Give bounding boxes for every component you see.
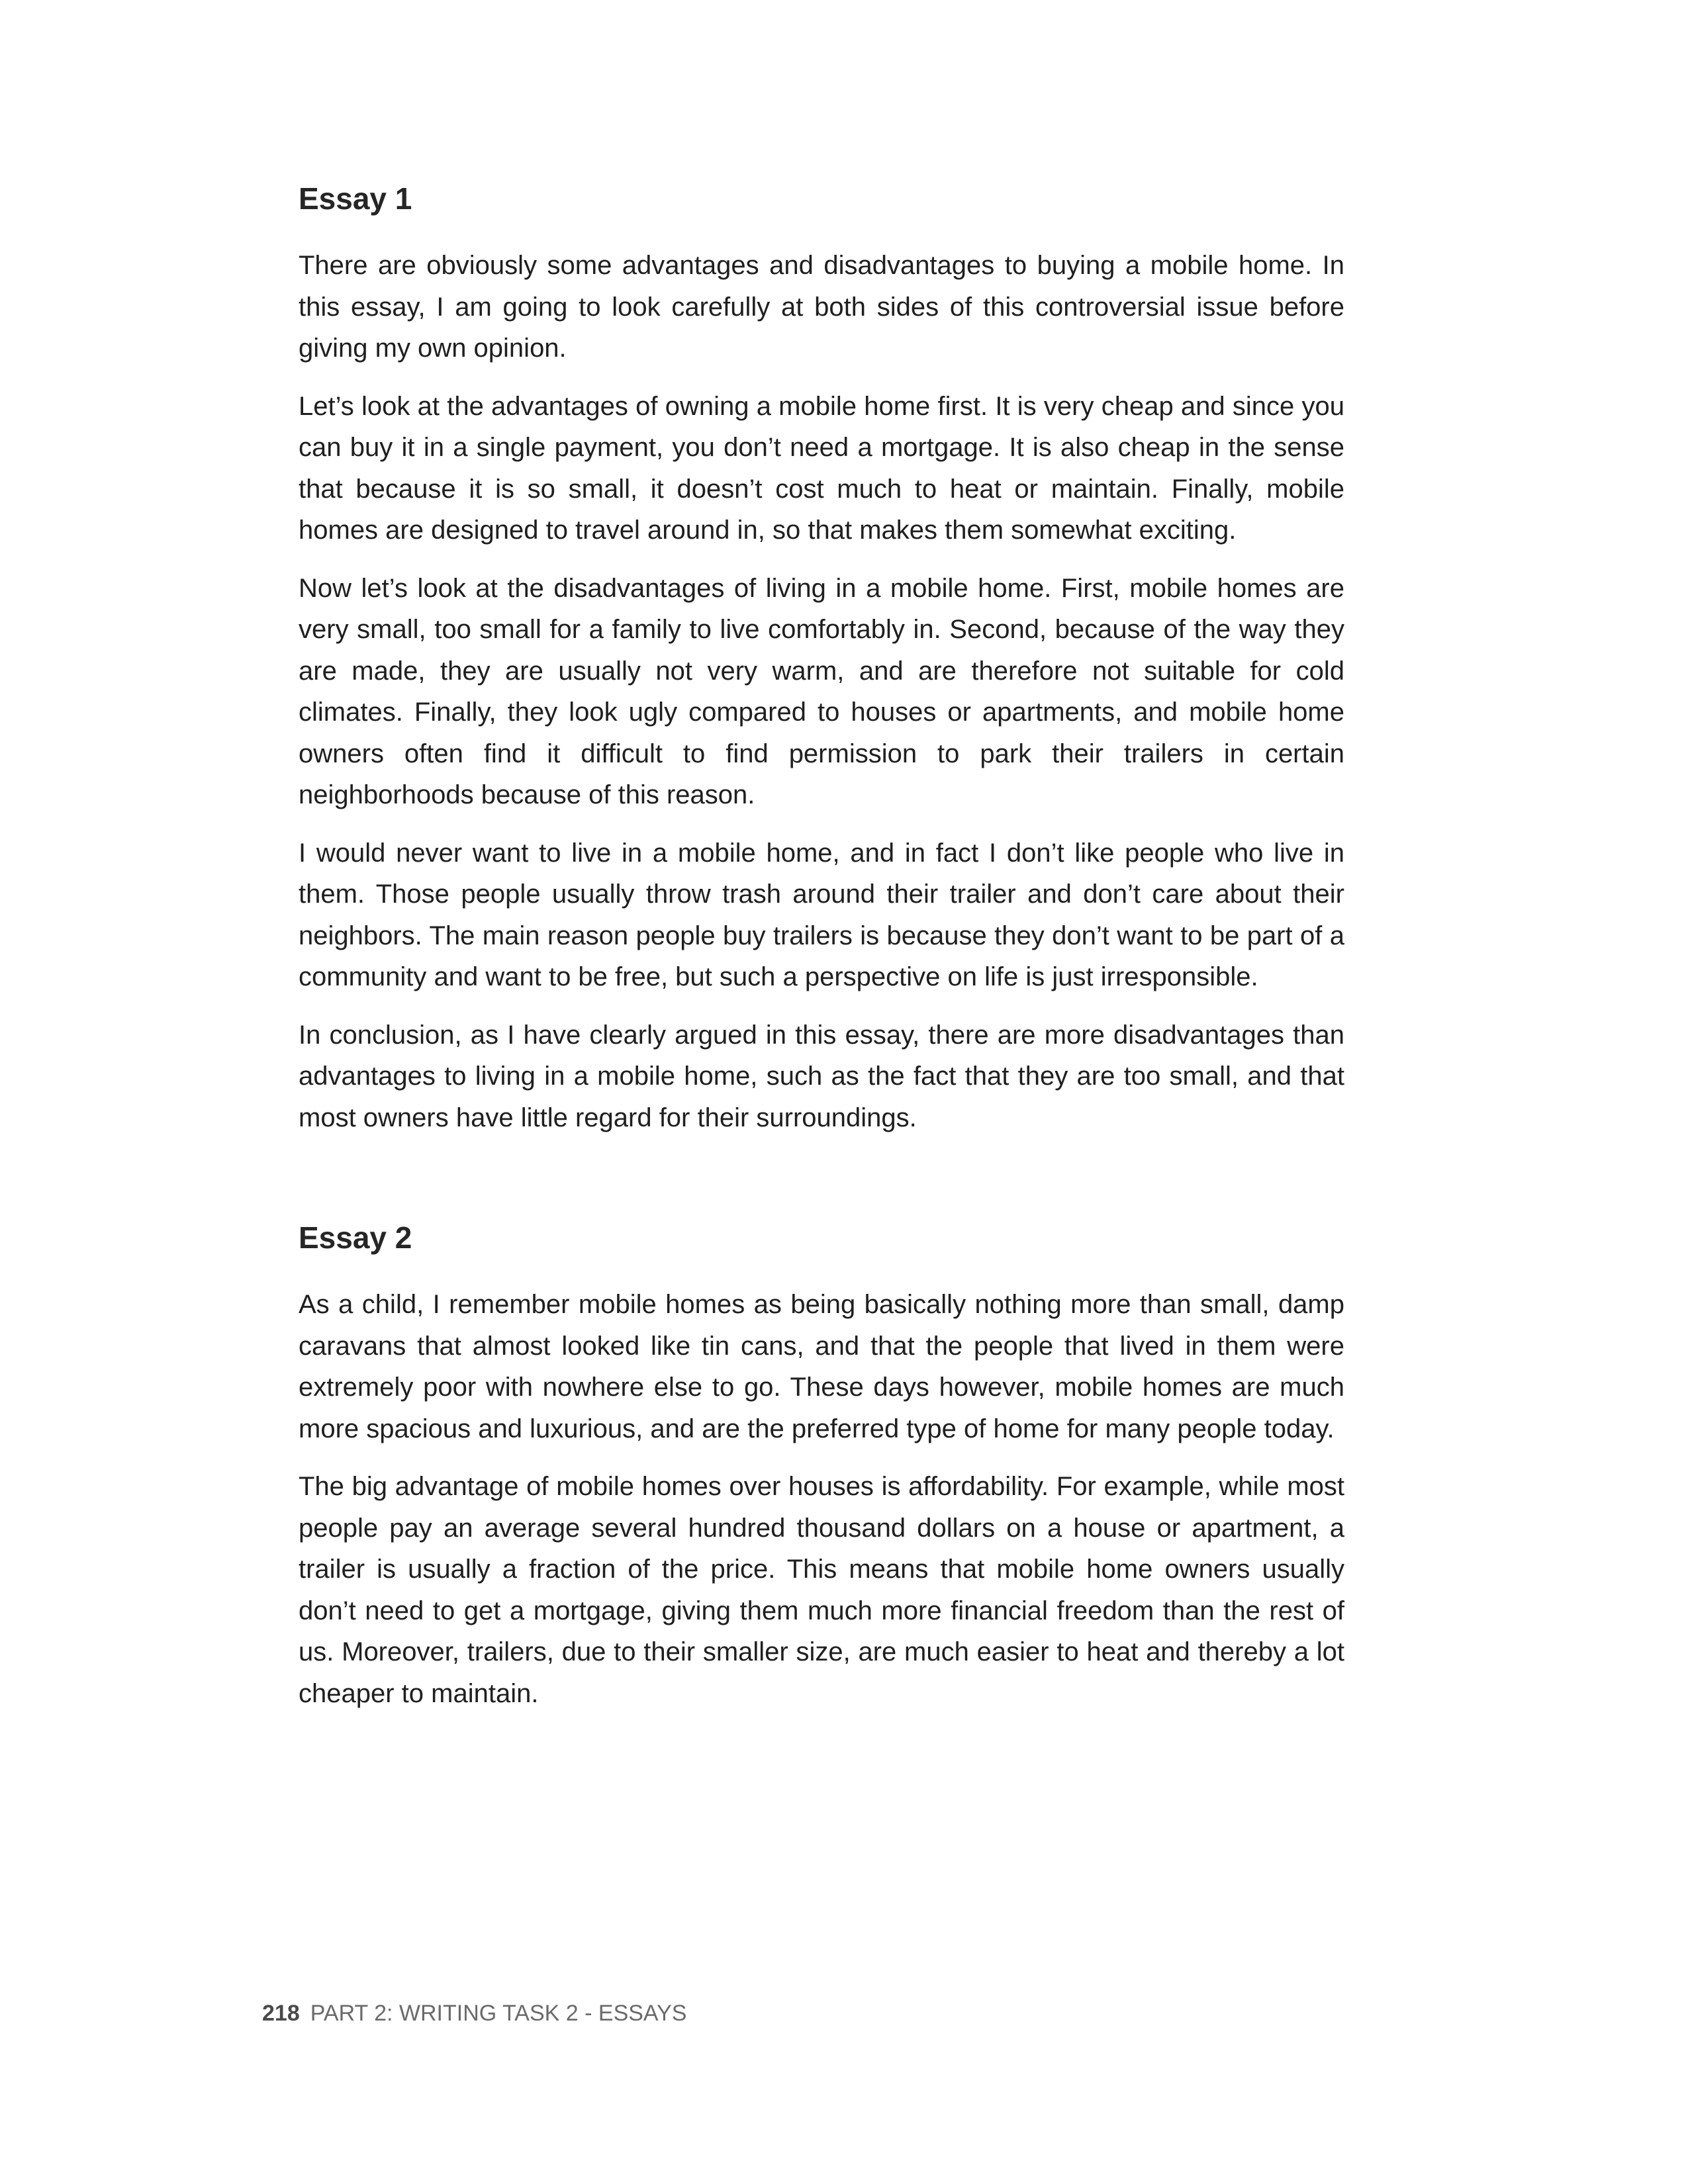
essay-paragraph: In conclusion, as I have clearly argued in this essay, there are more disadvantages than advantages to living in a mobile home, such as the fact that they are too small, and that most owners have little regard for their surroundings. xyxy=(299,1020,1344,1132)
section-title: PART 2: WRITING TASK 2 - ESSAYS xyxy=(310,2001,687,2026)
page-number: 218 xyxy=(262,2001,300,2026)
essay-paragraph: I would never want to live in a mobile home, and in fact I don’t like people who live in them. Those people usually throw trash around their trailer and don’t care about their neighbors. The main reason people buy trailers is because they don’t want to be part of a community and want to be free, but such a perspective on life is just irresponsible. xyxy=(299,838,1344,991)
essay-paragraph: There are obviously some advantages and disadvantages to buying a mobile home. In this essay, I am going to look carefully at both sides of this controversial issue before giving my own opinion. xyxy=(299,251,1344,363)
essay-title: Essay 2 xyxy=(299,1220,412,1255)
essay-title: Essay 1 xyxy=(299,181,412,216)
essay-paragraph: Let’s look at the advantages of owning a mobile home first. It is very cheap and since you can buy it in a single payment, you don’t need a mortgage. It is also cheap in the sense that because it is so small, it doesn’t cost much to heat or maintain. Finally, mobile homes are designed to travel around in, so that makes them somewhat exciting. xyxy=(299,391,1344,545)
page-content xyxy=(299,179,1344,1731)
page-footer xyxy=(262,1999,686,2028)
essay-paragraph: As a child, I remember mobile homes as being basically nothing more than small, damp caravans that almost looked like tin cans, and that the people that lived in them were extremely poor with nowhere else to go. These days however, mobile homes are much more spacious and luxurious, and are the preferred type of home for many people today. xyxy=(299,1290,1344,1443)
essay-paragraph: Now let’s look at the disadvantages of living in a mobile home. First, mobile homes are very small, too small for a family to live comfortably in. Second, because of the way they are made, they are usually not very warm, and are therefore not suitable for cold climates. Finally, they look ugly compared to houses or apartments, and mobile home owners often find it difficult to find permission to park their trailers in certain neighborhoods because of this reason. xyxy=(299,573,1344,809)
essay-1 xyxy=(299,179,1344,1138)
essay-paragraph: The big advantage of mobile homes over houses is affordability. For example, while most people pay an average several hundred thousand dollars on a house or apartment, a trailer is usually a fraction of the price. This means that mobile home owners usually don’t need to get a mortgage, giving them much more financial freedom than the rest of us. Moreover, trailers, due to their smaller size, are much easier to heat and thereby a lot cheaper to maintain. xyxy=(299,1472,1344,1708)
essay-2 xyxy=(299,1218,1344,1714)
